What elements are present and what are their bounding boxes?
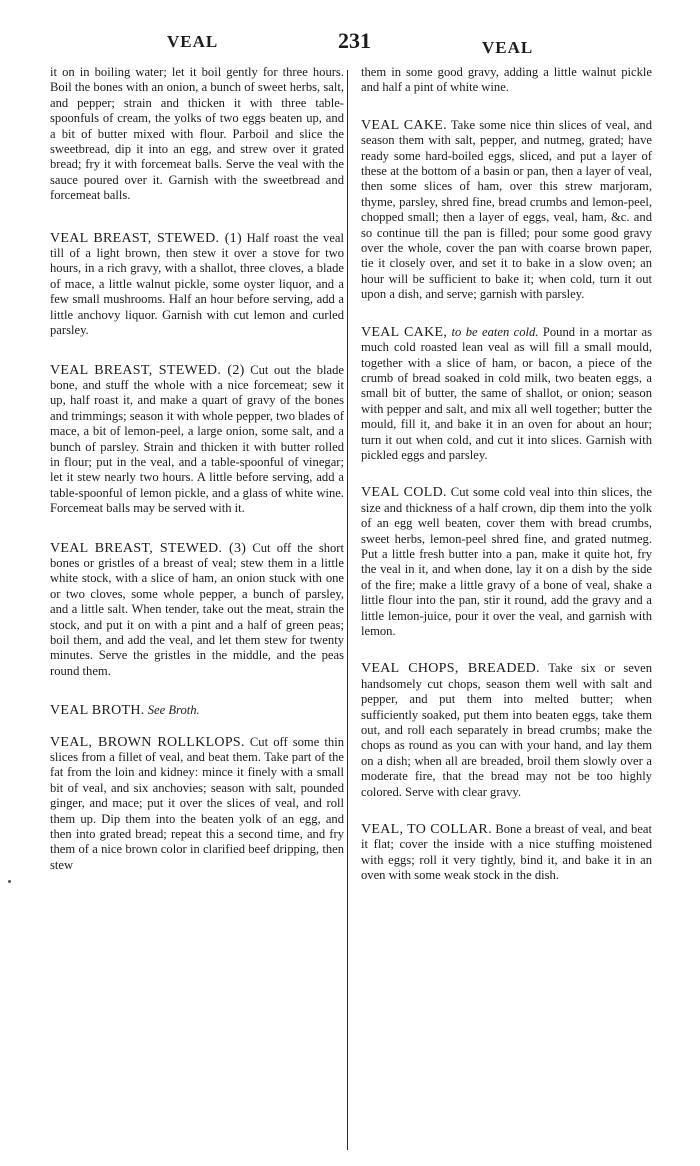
recipe-entry [50,541,344,680]
recipe-entry [50,735,344,874]
recipe-heading: VEAL BREAST, STEWED. (2) [50,362,245,378]
header-left-title: VEAL [167,32,219,51]
recipe-body: Bone a breast of veal, and beat it flat; cover the inside with a nice stuffing moistened with eggs; roll it very tightly, bind it, and bake it in an oven with some weak stock in the dish. [361,822,652,883]
right-column [361,65,652,884]
recipe-entry [50,363,344,517]
recipe-body: Cut out the blade bone, and stuff the whole with a nice forcemeat; sew it up, half roast it, and make a quart of gravy of the bones and trimmings; season it with whole pepper, two blades of mace, a bit of lemon-peel, a large onion, some salt, and a bunch of parsley. Strain and thicken it with butter rolled in flour; put in the veal, and a table-spoonful of vinegar; let it stew nearly two hours. A little before serving, add a table-spoonful of lemon pickle, and a glass of white wine. Forcemeat balls may be served with it. [50,362,344,516]
recipe-heading: VEAL COLD. [361,485,447,501]
recipe-heading: VEAL, BROWN ROLLKLOPS. [50,734,245,750]
recipe-body: Cut off the short bones or gristles of a breast of veal; stew them in a little white stock, with a slice of ham, an onion stuck with one or two cloves, some whole pepper, a bunch of parsley, and a little salt. When tender, take out the meat, strain the stock, and put it on with a pint and a half of green peas; boil them, and add the veal, and let them stew for twenty minutes. Serve the gristles in the middle, and the peas round them. [50,540,345,678]
page-number: 231 [338,28,371,53]
recipe-heading: VEAL BREAST, STEWED. (3) [50,540,247,556]
recipe-entry [361,822,652,884]
recipe-body: it on in boiling water; let it boil gently for three hours. Boil the bones with an onion, a bunch of sweet herbs, salt, and pepper; strain and thicken it with three table-spoonfuls of cream, the yolks of two eggs beaten up, and a bit of butter mixed with flour. Parboil and slice the sweetbread, dip it into an egg, and strew over it grated bread; fry it with forcemeat balls. Serve the veal with the sauce poured over it. Garnish with the sweetbread and forcemeat balls. [50,65,344,203]
running-header [0,30,700,60]
recipe-body: Cut off some thin slices from a fillet of veal, and beat them. Take part of the fat from the loin and kidney: mince it finely with a small bit of veal, and six anchovies; season with salt, pounded ginger, and mace; put it over the slices of veal, and roll them up. Dip them into the beaten yolk of an egg, and then into grated bread; repeat this a second time, and fry them of a nice brown color in clarified beef dripping, then stew [50,734,344,872]
recipe-entry [50,65,344,204]
recipe-body: Take some nice thin slices of veal, and season them with salt, pepper, and nutmeg, grated; have ready some hard-boiled eggs, sliced, and put a layer of these at the bottom of a basin or pan, then a layer of veal, then some slices of ham, over this strew marjoram, thyme, parsley, shred fine, bread crumbs and lemon-peel, chopped small; then a layer of eggs, veal, ham, &c. and so continue till the pan is filled; pour some good gravy over the whole, cover the pan with coarse brown paper, tie it closely over, and set it to bake in a slow oven; an hour will be sufficient to bake it; when cold, turn it out upon a dish, and serve; garnish with parsley. [361,117,652,302]
recipe-heading: VEAL CAKE. [361,117,447,133]
recipe-entry [361,65,652,96]
left-column [50,65,344,873]
recipe-entry [50,231,344,339]
recipe-entry [361,325,652,464]
recipe-entry [361,485,652,639]
recipe-subtitle: to be eaten cold. [451,324,539,339]
recipe-heading: VEAL CAKE, [361,324,448,340]
recipe-body: Pound in a mortar as much cold roasted lean veal as will fill a small mould, together with a slice of ham, or bacon, a piece of the crumb of bread soaked in cold milk, two beaten eggs, a small bit of butter, the same of shallot, or onion; season with pepper and salt, and mix all well together; butter the mould, fill it, and bake it in an oven for about an hour; turn it out when cold, and cut it into slices. Garnish with pickled eggs and parsley. [361,324,653,462]
header-right-title: VEAL [482,38,534,57]
recipe-body: Take six or seven handsomely cut chops, season them well with salt and pepper, and put them into melted butter; when sufficiently soaked, put them into beaten eggs, take them out, and roll each separately in bread crumbs; make the chops as round as you can with your hand, and lay them on a dish; when all are breaded, broil them slowly over a moderate fire, that the bread may not be too highly colored. Serve with clear gravy. [361,661,652,799]
recipe-body: them in some good gravy, adding a little walnut pickle and half a pint of white wine. [361,65,652,95]
paper-speck [8,880,11,883]
recipe-body: Half roast the veal till of a light brown, then stew it over a stove for two hours, in a rich gravy, with a shallot, three cloves, a blade of mace, a little walnut pickle, some oyster liquor, and a few small mushrooms. Half an hour before serving, add a little anchovy liquor. Garnish with cut lemon and curled parsley. [50,230,344,338]
recipe-entry [50,703,344,718]
recipe-heading: VEAL CHOPS, BREADED. [361,661,540,677]
recipe-heading: VEAL BROTH. [50,703,145,719]
column-divider [347,70,348,1150]
cross-reference: See Broth. [147,703,200,718]
recipe-body: Cut some cold veal into thin slices, the size and thickness of a half crown, dip them into the yolk of an egg well beaten, cover them with bread crumbs, sweet herbs, lemon-peel shred fine, and grated nutmeg. Put a little fresh butter into a pan, make it quite hot, fry the veal in it, and when done, lay it on a dish by the side of the fire; make a little gravy of a bone of veal, shake a little flour into the pan, stir it round, add the gravy and a little lemon-juice, pour it over the veal, and garnish with lemon. [361,485,652,638]
recipe-entry [361,661,652,800]
recipe-heading: VEAL, TO COLLAR. [361,822,492,838]
recipe-heading: VEAL BREAST, STEWED. (1) [50,230,242,246]
recipe-entry [361,118,652,303]
